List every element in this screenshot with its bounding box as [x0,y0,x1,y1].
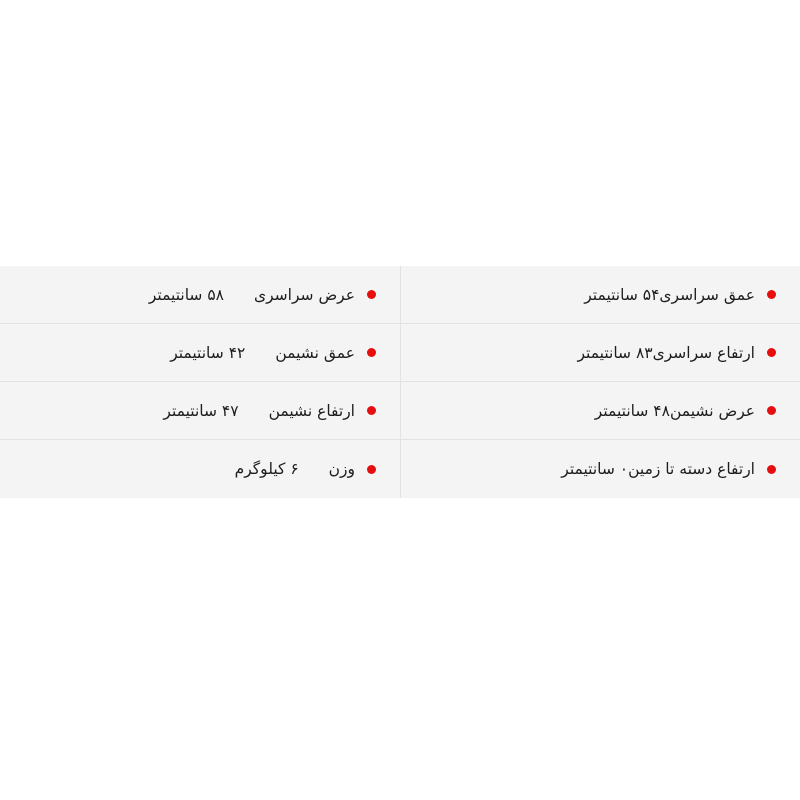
spec-label: عمق نشیمن [275,343,355,362]
spec-value: ۵۸ سانتیمتر [148,285,224,304]
spec-item [0,266,400,323]
spec-item [0,440,400,498]
bullet-icon [367,290,376,299]
spec-value: ۸۳ سانتیمتر [577,343,653,362]
spec-label: عرض نشیمن [669,401,755,420]
spec-label: وزن [328,460,355,479]
spec-label: عرض سراسری [254,285,355,304]
table-row [0,324,800,382]
table-row [0,382,800,440]
bullet-icon [367,406,376,415]
spec-item [0,324,400,381]
bullet-icon [767,406,776,415]
table-row [0,266,800,324]
specification-table [0,266,800,498]
spec-label: عمق سراسری [659,285,755,304]
spec-label: ارتفاع نشیمن [268,401,355,420]
spec-item [400,266,800,323]
table-row [0,440,800,498]
spec-value: ۴۷ سانتیمتر [163,401,239,420]
bullet-icon [767,465,776,474]
bullet-icon [767,348,776,357]
spec-value: ۴۸ سانتیمتر [594,401,670,420]
spec-item [400,382,800,439]
spec-label: ارتفاع سراسری [652,343,755,362]
spec-value: ۴۲ سانتیمتر [170,343,246,362]
spec-label: ارتفاع دسته تا زمین [628,460,755,479]
bullet-icon [767,290,776,299]
spec-value: ۶ کیلوگرم [234,460,299,479]
bullet-icon [367,348,376,357]
spec-value: ۵۴ سانتیمتر [584,285,660,304]
spec-item [400,440,800,498]
spec-item [0,382,400,439]
spec-item [400,324,800,381]
bullet-icon [367,465,376,474]
spec-value: ۰ سانتیمتر [561,460,629,479]
